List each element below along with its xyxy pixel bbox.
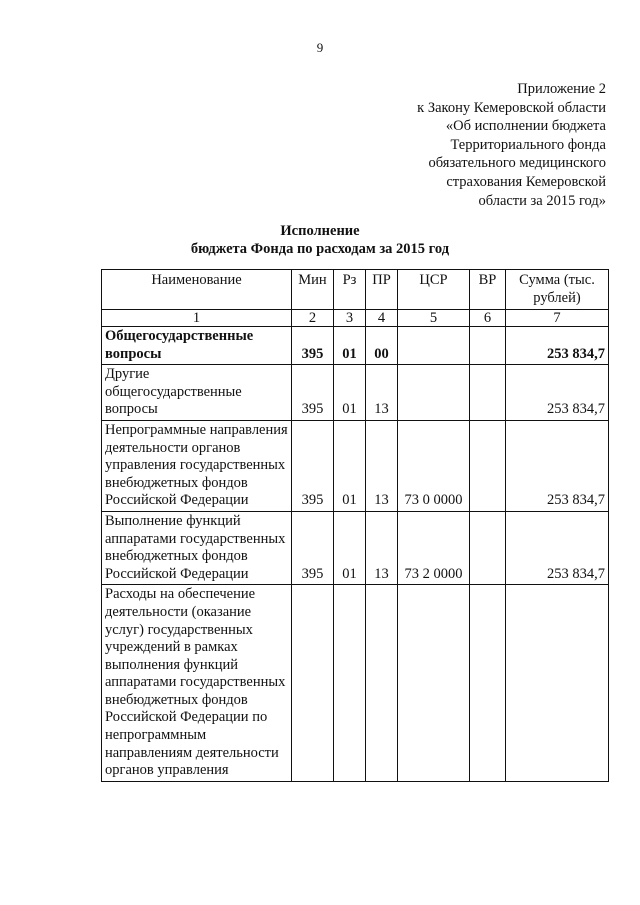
table-header-row: [102, 270, 609, 310]
appendix-reference: [417, 80, 606, 210]
column-number: 2: [292, 310, 334, 327]
table-row: [102, 585, 609, 782]
row-min: 395: [292, 327, 334, 365]
row-rz: [334, 585, 366, 782]
row-min: 395: [292, 365, 334, 421]
row-csr: 73 0 0000: [398, 420, 470, 511]
row-name: Расходы на обеспечение деятельности (оказание услуг) государственных учреждений в рамках выполнения функций аппаратами государственных внебюджетных фондов Российской Федерации по непрограммным направлениям деятельности органов управления: [102, 585, 292, 782]
row-min: [292, 585, 334, 782]
header-csr: ЦСР: [398, 270, 470, 310]
column-number-row: [102, 310, 609, 327]
row-sum: [506, 585, 609, 782]
header-min: Мин: [292, 270, 334, 310]
row-sum: 253 834,7: [506, 420, 609, 511]
row-pr: [366, 585, 398, 782]
row-name: Другие общегосударственные вопросы: [102, 365, 292, 421]
table-row: [102, 420, 609, 511]
row-csr: 73 2 0000: [398, 511, 470, 584]
appendix-line: области за 2015 год»: [478, 192, 606, 209]
table-row: [102, 511, 609, 584]
header-pr: ПР: [366, 270, 398, 310]
row-sum: 253 834,7: [506, 327, 609, 365]
document-title: [0, 222, 640, 258]
column-number: 7: [506, 310, 609, 327]
row-vr: [470, 511, 506, 584]
row-pr: 13: [366, 511, 398, 584]
appendix-line: Приложение 2: [517, 81, 606, 97]
column-number: 1: [102, 310, 292, 327]
row-sum: 253 834,7: [506, 365, 609, 421]
row-name: Общегосударственные вопросы: [102, 327, 292, 365]
table-row: [102, 365, 609, 421]
row-pr: 00: [366, 327, 398, 365]
appendix-line: Территориального фонда: [450, 136, 606, 153]
row-csr: [398, 327, 470, 365]
header-name: Наименование: [102, 270, 292, 310]
row-rz: 01: [334, 365, 366, 421]
header-sum: Сумма (тыс. рублей): [506, 270, 609, 310]
header-vr: ВР: [470, 270, 506, 310]
table-row: [102, 327, 609, 365]
header-rz: Рз: [334, 270, 366, 310]
row-name: Непрограммные направления деятельности органов управления государственных внебюджетных фондов Российской Федерации: [102, 420, 292, 511]
row-rz: 01: [334, 420, 366, 511]
title-line-2: бюджета Фонда по расходам за 2015 год: [190, 241, 450, 257]
row-sum: 253 834,7: [506, 511, 609, 584]
column-number: 3: [334, 310, 366, 327]
column-number: 5: [398, 310, 470, 327]
appendix-line: обязательного медицинского: [428, 155, 606, 172]
row-rz: 01: [334, 511, 366, 584]
row-csr: [398, 585, 470, 782]
row-vr: [470, 420, 506, 511]
page-number: 9: [316, 40, 324, 55]
row-rz: 01: [334, 327, 366, 365]
column-number: 4: [366, 310, 398, 327]
row-vr: [470, 585, 506, 782]
expenditure-table: [101, 269, 609, 782]
row-vr: [470, 365, 506, 421]
appendix-line: «Об исполнении бюджета: [445, 118, 606, 135]
appendix-line: страхования Кемеровской: [446, 173, 606, 190]
column-number: 6: [470, 310, 506, 327]
row-pr: 13: [366, 365, 398, 421]
row-min: 395: [292, 511, 334, 584]
row-pr: 13: [366, 420, 398, 511]
row-csr: [398, 365, 470, 421]
row-min: 395: [292, 420, 334, 511]
appendix-line: к Закону Кемеровской области: [417, 99, 606, 116]
row-vr: [470, 327, 506, 365]
title-line-1: Исполнение: [280, 223, 360, 239]
row-name: Выполнение функций аппаратами государственных внебюджетных фондов Российской Федерации: [102, 511, 292, 584]
